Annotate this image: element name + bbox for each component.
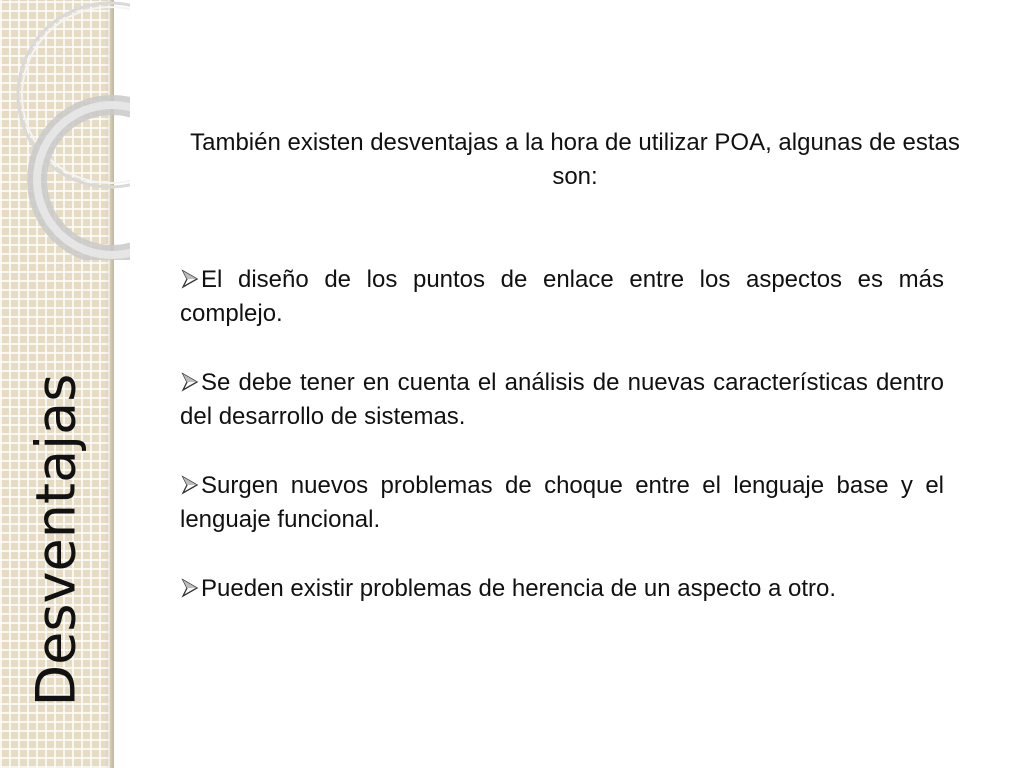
bullet-list (180, 263, 944, 641)
arrow-bullet-icon (180, 578, 200, 598)
list-item (180, 263, 944, 331)
arrow-bullet-icon (180, 269, 200, 289)
arrow-bullet-icon (180, 475, 200, 495)
arrow-bullet-icon (180, 372, 200, 392)
list-item (180, 366, 944, 434)
bullet-text: El diseño de los puntos de enlace entre los aspectos es más complejo. (180, 266, 944, 327)
decorative-rings-icon (0, 0, 130, 260)
intro-text: También existen desventajas a la hora de utilizar POA, algunas de estas son: (190, 129, 960, 190)
bullet-text: Surgen nuevos problemas de choque entre el lenguaje base y el lenguaje funcional. (180, 472, 944, 533)
bullet-text: Pueden existir problemas de herencia de un aspecto a otro. (201, 575, 837, 602)
list-item (180, 469, 944, 537)
slide-title: Desventajas (24, 373, 88, 707)
bullet-text: Se debe tener en cuenta el análisis de nuevas características dentro del desarrollo de sistemas. (180, 369, 944, 430)
list-item (180, 572, 944, 606)
